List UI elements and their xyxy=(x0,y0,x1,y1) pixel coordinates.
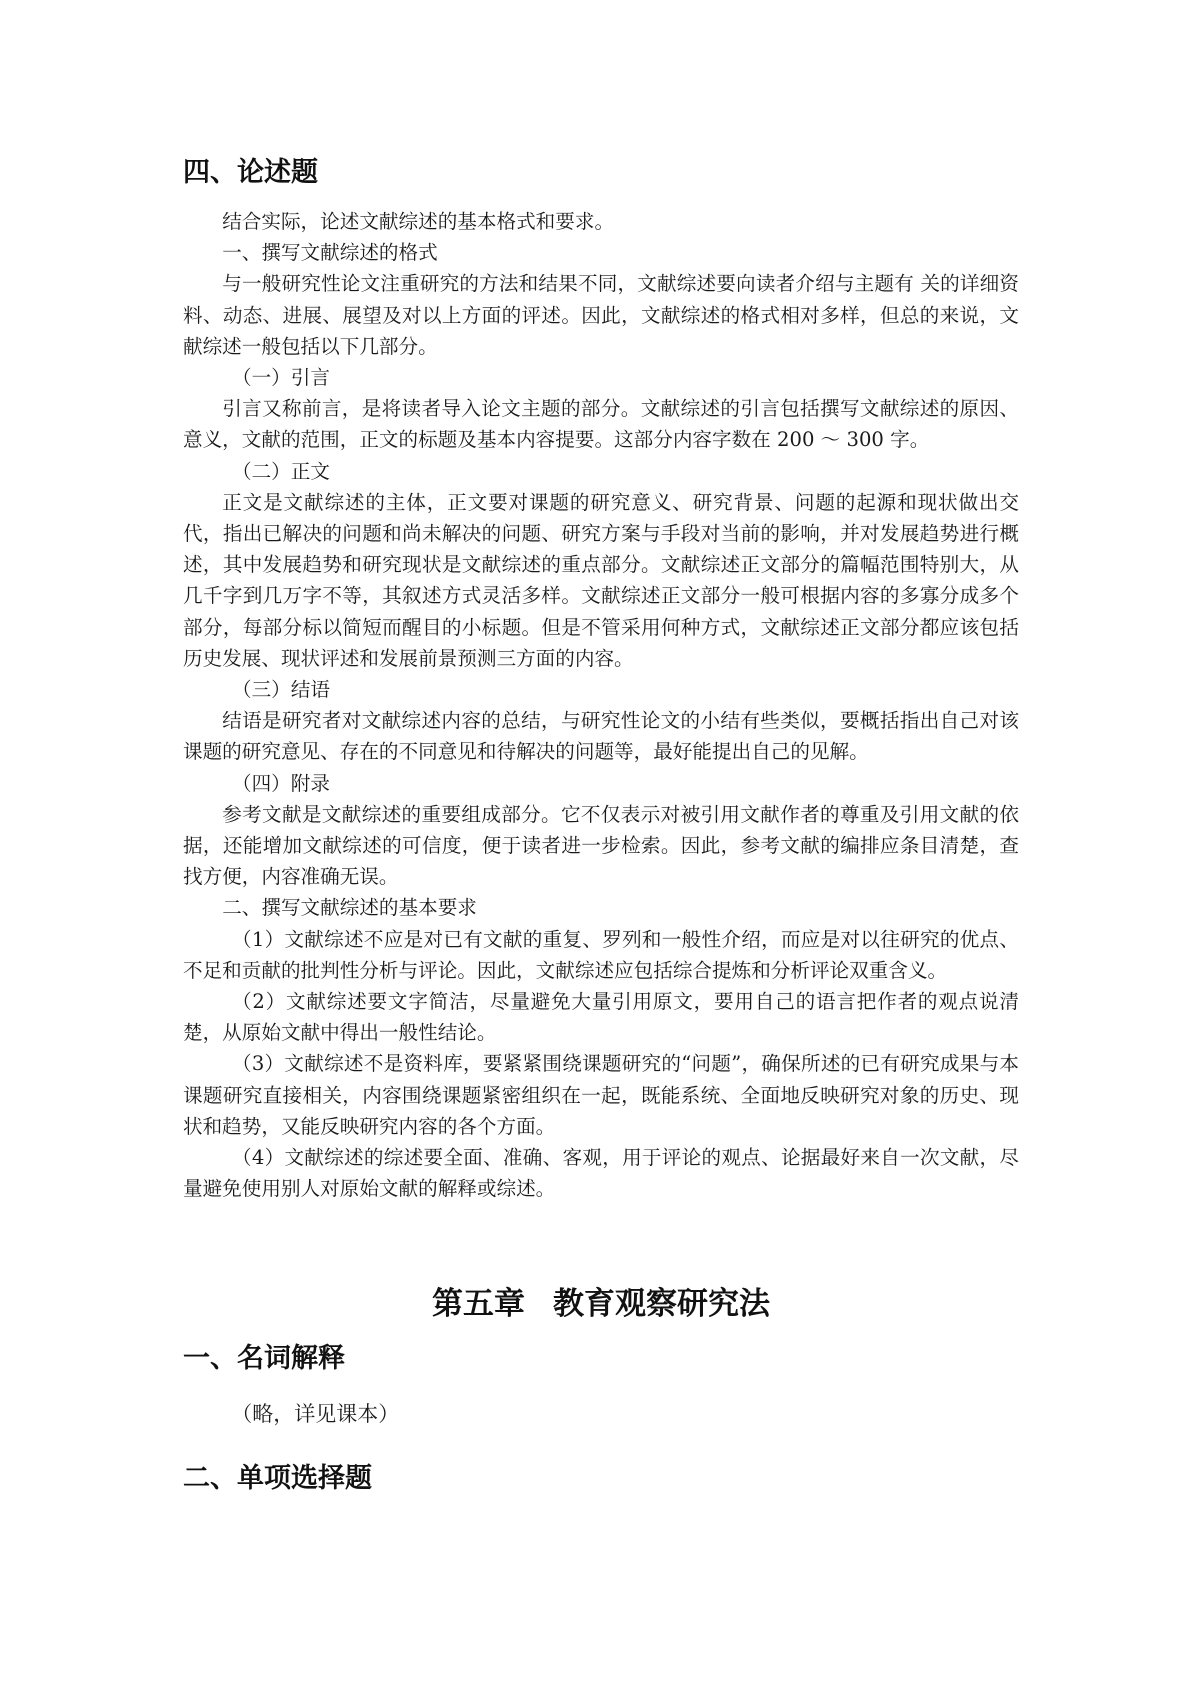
paragraph-introduction: 引言又称前言，是将读者导入论文主题的部分。文献综述的引言包括撰写文献综述的原因、意义，文献的范围，正文的标题及基本内容提要。这部分内容字数在 200 ～ 300 字。 xyxy=(183,397,1019,452)
requirement-item-2: （2）文献综述要文字简洁，尽量避免大量引用原文，要用自己的语言把作者的观点说清楚，从原始文献中得出一般性结论。 xyxy=(183,990,1019,1045)
section-4-body xyxy=(183,206,1019,1205)
chapter-number: 第五章 xyxy=(432,1285,525,1322)
chapter-name: 教育观察研究法 xyxy=(553,1285,770,1322)
paragraph-format-heading: 一、撰写文献综述的格式 xyxy=(222,241,438,265)
paragraph-format-intro: 与一般研究性论文注重研究的方法和结果不同，文献综述要向读者介绍与主题有 关的详细资料、动态、进展、展望及对以上方面的评述。因此，文献综述的格式相对多样，但总的来说，文献综述一般包括以下几部分。 xyxy=(183,272,1019,358)
section-2-heading: 二、单项选择题 xyxy=(183,1462,372,1494)
paragraph-requirements-heading: 二、撰写文献综述的基本要求 xyxy=(222,896,477,920)
requirement-item-3: （3）文献综述不是资料库，要紧紧围绕课题研究的“问题”，确保所述的已有研究成果与本课题研究直接相关，内容围绕课题紧密组织在一起，既能系统、全面地反映研究对象的历史、现状和趋势，又能反映研究内容的各个方面。 xyxy=(183,1052,1019,1138)
requirement-item-1: （1）文献综述不应是对已有文献的重复、罗列和一般性介绍，而应是对以往研究的优点、不足和贡献的批判性分析与评论。因此，文献综述应包括综合提炼和分析评论双重含义。 xyxy=(183,927,1019,982)
section-1-note: （略，详见课本） xyxy=(231,1401,400,1426)
subheading-conclusion: （三）结语 xyxy=(232,678,330,702)
subheading-introduction: （一）引言 xyxy=(232,366,330,390)
paragraph-question: 结合实际，论述文献综述的基本格式和要求。 xyxy=(222,210,615,233)
paragraph-main-body: 正文是文献综述的主体，正文要对课题的研究意义、研究背景、问题的起源和现状做出交代，指出已解决的问题和尚未解决的问题、研究方案与手段对当前的影响，并对发展趋势进行概述，其中发展趋势和研究现状是文献综述的重点部分。文献综述正文部分的篇幅范围特别大，从几千字到几万字不等，其叙述方式灵活多样。文献综述正文部分一般可根据内容的多寡分成多个部分，每部分标以简短而醒目的小标题。但是不管采用何种方式，文献综述正文部分都应该包括历史发展、现状评述和发展前景预测三方面的内容。 xyxy=(183,490,1019,670)
document-page xyxy=(183,155,1019,1497)
section-4-heading: 四、论述题 xyxy=(183,157,318,188)
paragraph-appendix: 参考文献是文献综述的重要组成部分。它不仅表示对被引用文献作者的尊重及引用文献的依据，还能增加文献综述的可信度，便于读者进一步检索。因此，参考文献的编排应条目清楚，查找方便，内容准确无误。 xyxy=(183,802,1019,889)
requirement-item-4: （4）文献综述的综述要全面、准确、客观，用于评论的观点、论据最好来自一次文献，尽量避免使用别人对原始文献的解释或综述。 xyxy=(183,1146,1019,1201)
subheading-main-body: （二）正文 xyxy=(232,459,330,483)
paragraph-conclusion: 结语是研究者对文献综述内容的总结，与研究性论文的小结有些类似，要概括指出自己对该课题的研究意见、存在的不同意见和待解决的问题等，最好能提出自己的见解。 xyxy=(183,709,1019,764)
section-1-heading: 一、名词解释 xyxy=(183,1342,345,1374)
chapter-5-title xyxy=(183,1283,1019,1325)
subheading-appendix: （四）附录 xyxy=(232,771,330,795)
